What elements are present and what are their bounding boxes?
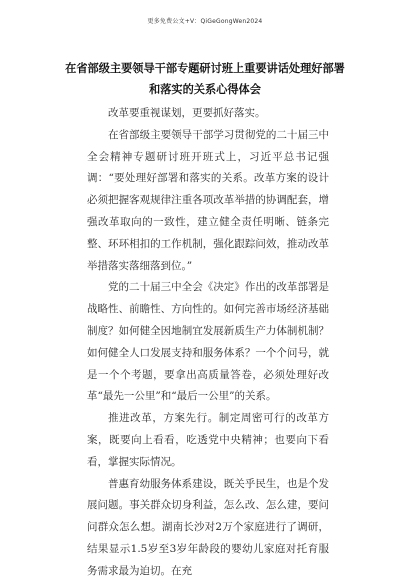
paragraph-1: 改革要重视谋划，更要抓好落实。 bbox=[108, 107, 266, 119]
paragraph-3: 党的二十届三中全会《决定》作出的改革部署是战略性、前瞻性、方向性的。如何完善市场经济基础制度？如何健全因地制宜发展新质生产力体制机制？如何健全人口发展支持和服务体系？一个个问号，就是一个个考题，要拿出高质量答卷，必须处理好改革“最先一公里”和“最后一公里”的关系。 bbox=[87, 281, 329, 403]
document-title bbox=[50, 58, 360, 100]
document-body bbox=[87, 103, 329, 583]
paragraph-5: 普惠育幼服务体系建设，既关乎民生，也是个发展问题。事关群众切身利益，怎么改、怎么建，要问问群众怎么想。湖南长沙对2万个家庭进行了调研，结果显示1.5岁至3岁年龄段的婴幼儿家庭对托育服务需求最为迫切。在充 bbox=[87, 477, 329, 577]
title-line-1: 在省部级主要领导干部专题研讨班上重要讲话处理好部署 bbox=[65, 62, 345, 75]
header-note: 更多免费公文+V：QiGeGongWen2024 bbox=[147, 18, 263, 25]
paragraph-4: 推进改革，方案先行。制定周密可行的改革方案，既要向上看看，吃透党中央精神；也要向下看看，掌握实际情况。 bbox=[87, 412, 329, 468]
title-line-2: 和落实的关系心得体会 bbox=[149, 83, 261, 96]
paragraph-2: 在省部级主要领导干部学习贯彻党的二十届三中全会精神专题研讨班开班式上，习近平总书记强调：“要处理好部署和落实的关系。改革方案的设计必须把握客观规律注重各项改革举措的协调配套，增强改革取向的一致性，建立健全责任明晰、链条完整、环环相扣的工作机制，强化跟踪问效，推动改革举措落实落细落到位。” bbox=[87, 128, 329, 272]
